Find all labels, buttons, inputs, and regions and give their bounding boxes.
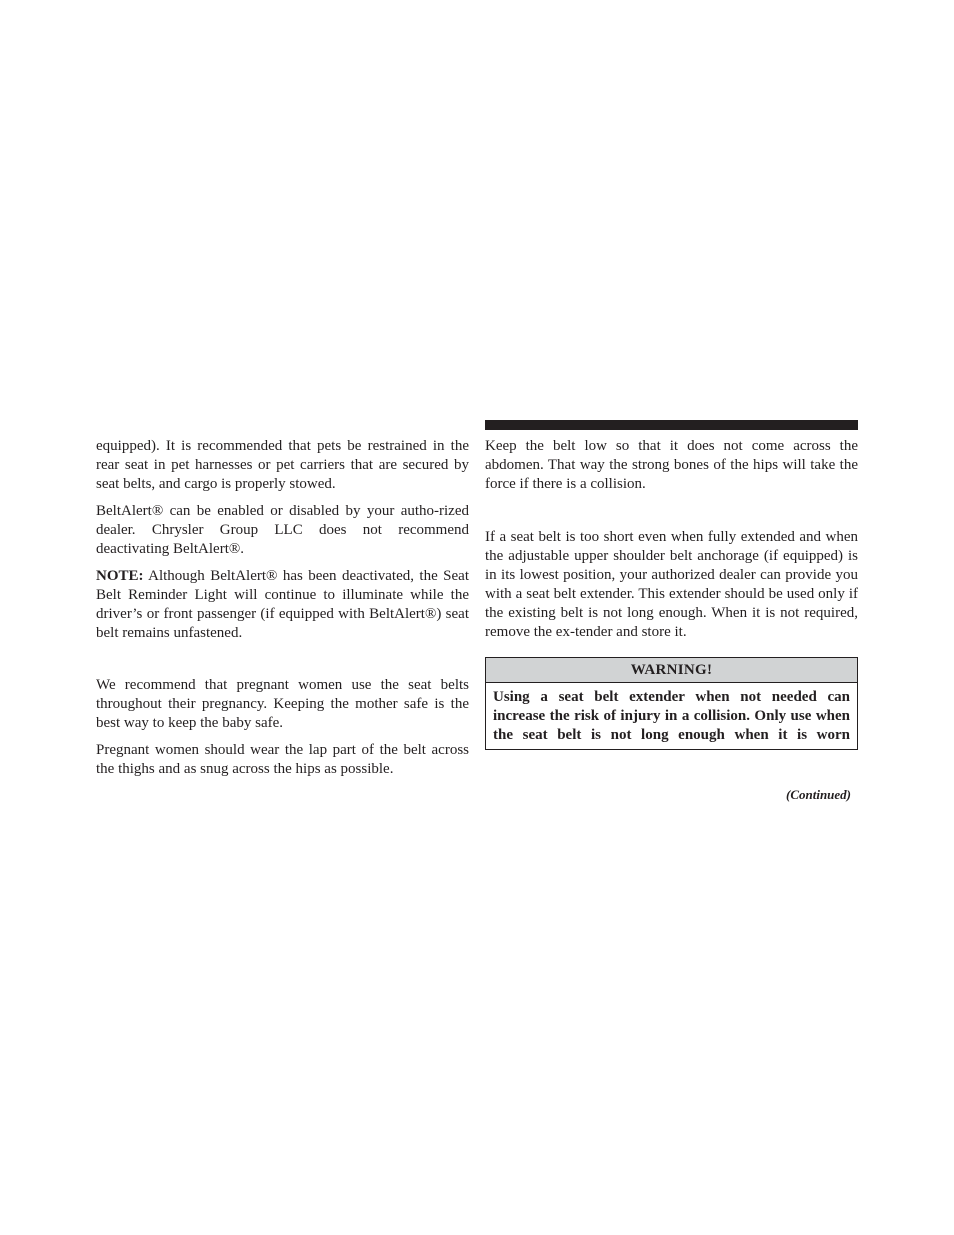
right-column [485,437,858,750]
pets-restraint-paragraph: equipped). It is recommended that pets be restrained in the rear seat in pet harnesses or pet carriers that are secured by seat belts, and cargo is properly stowed. [96,438,469,492]
left-column [96,437,469,779]
warning-title: WARNING! [486,658,857,683]
section-spacer [485,494,858,528]
continued-label: (Continued) [785,787,851,802]
section-spacer [96,643,469,676]
seat-belt-extender-paragraph: If a seat belt is too short even when fully extended and when the adjustable upper shoulder belt anchorage (if equipped) is in its lowest position, your authorized dealer can provide you with a seat belt extender. This extender should be used only if the existing belt is not long enough. When it is not required, remove the ex-tender and store it. [485,529,858,640]
warning-box [485,657,858,750]
section-header-bar [485,420,858,430]
pregnant-women-paragraph: We recommend that pregnant women use the seat belts throughout their pregnancy. Keeping the mother safe is the best way to keep the baby safe. [96,677,469,731]
beltalert-dealer-paragraph: BeltAlert® can be enabled or disabled by your autho-rized dealer. Chrysler Group LLC does not recommend deactivating BeltAlert®. [96,503,469,557]
belt-low-paragraph: Keep the belt low so that it does not come across the abdomen. That way the strong bones of the hips will take the force if there is a collision. [485,438,858,492]
lap-belt-paragraph: Pregnant women should wear the lap part of the belt across the thighs and as snug across the hips as possible. [96,742,469,777]
warning-text: Using a seat belt extender when not needed can increase the risk of injury in a collision. Only use when the seat belt is not long enough when it is worn [493,689,850,743]
note-label: NOTE: [96,568,144,584]
note-text: Although BeltAlert® has been deactivated, the Seat Belt Reminder Light will continue to illuminate while the driver’s or front passenger (if equipped with BeltAlert®) seat belt remains unfastened. [96,568,469,641]
beltalert-note-paragraph [96,567,469,643]
